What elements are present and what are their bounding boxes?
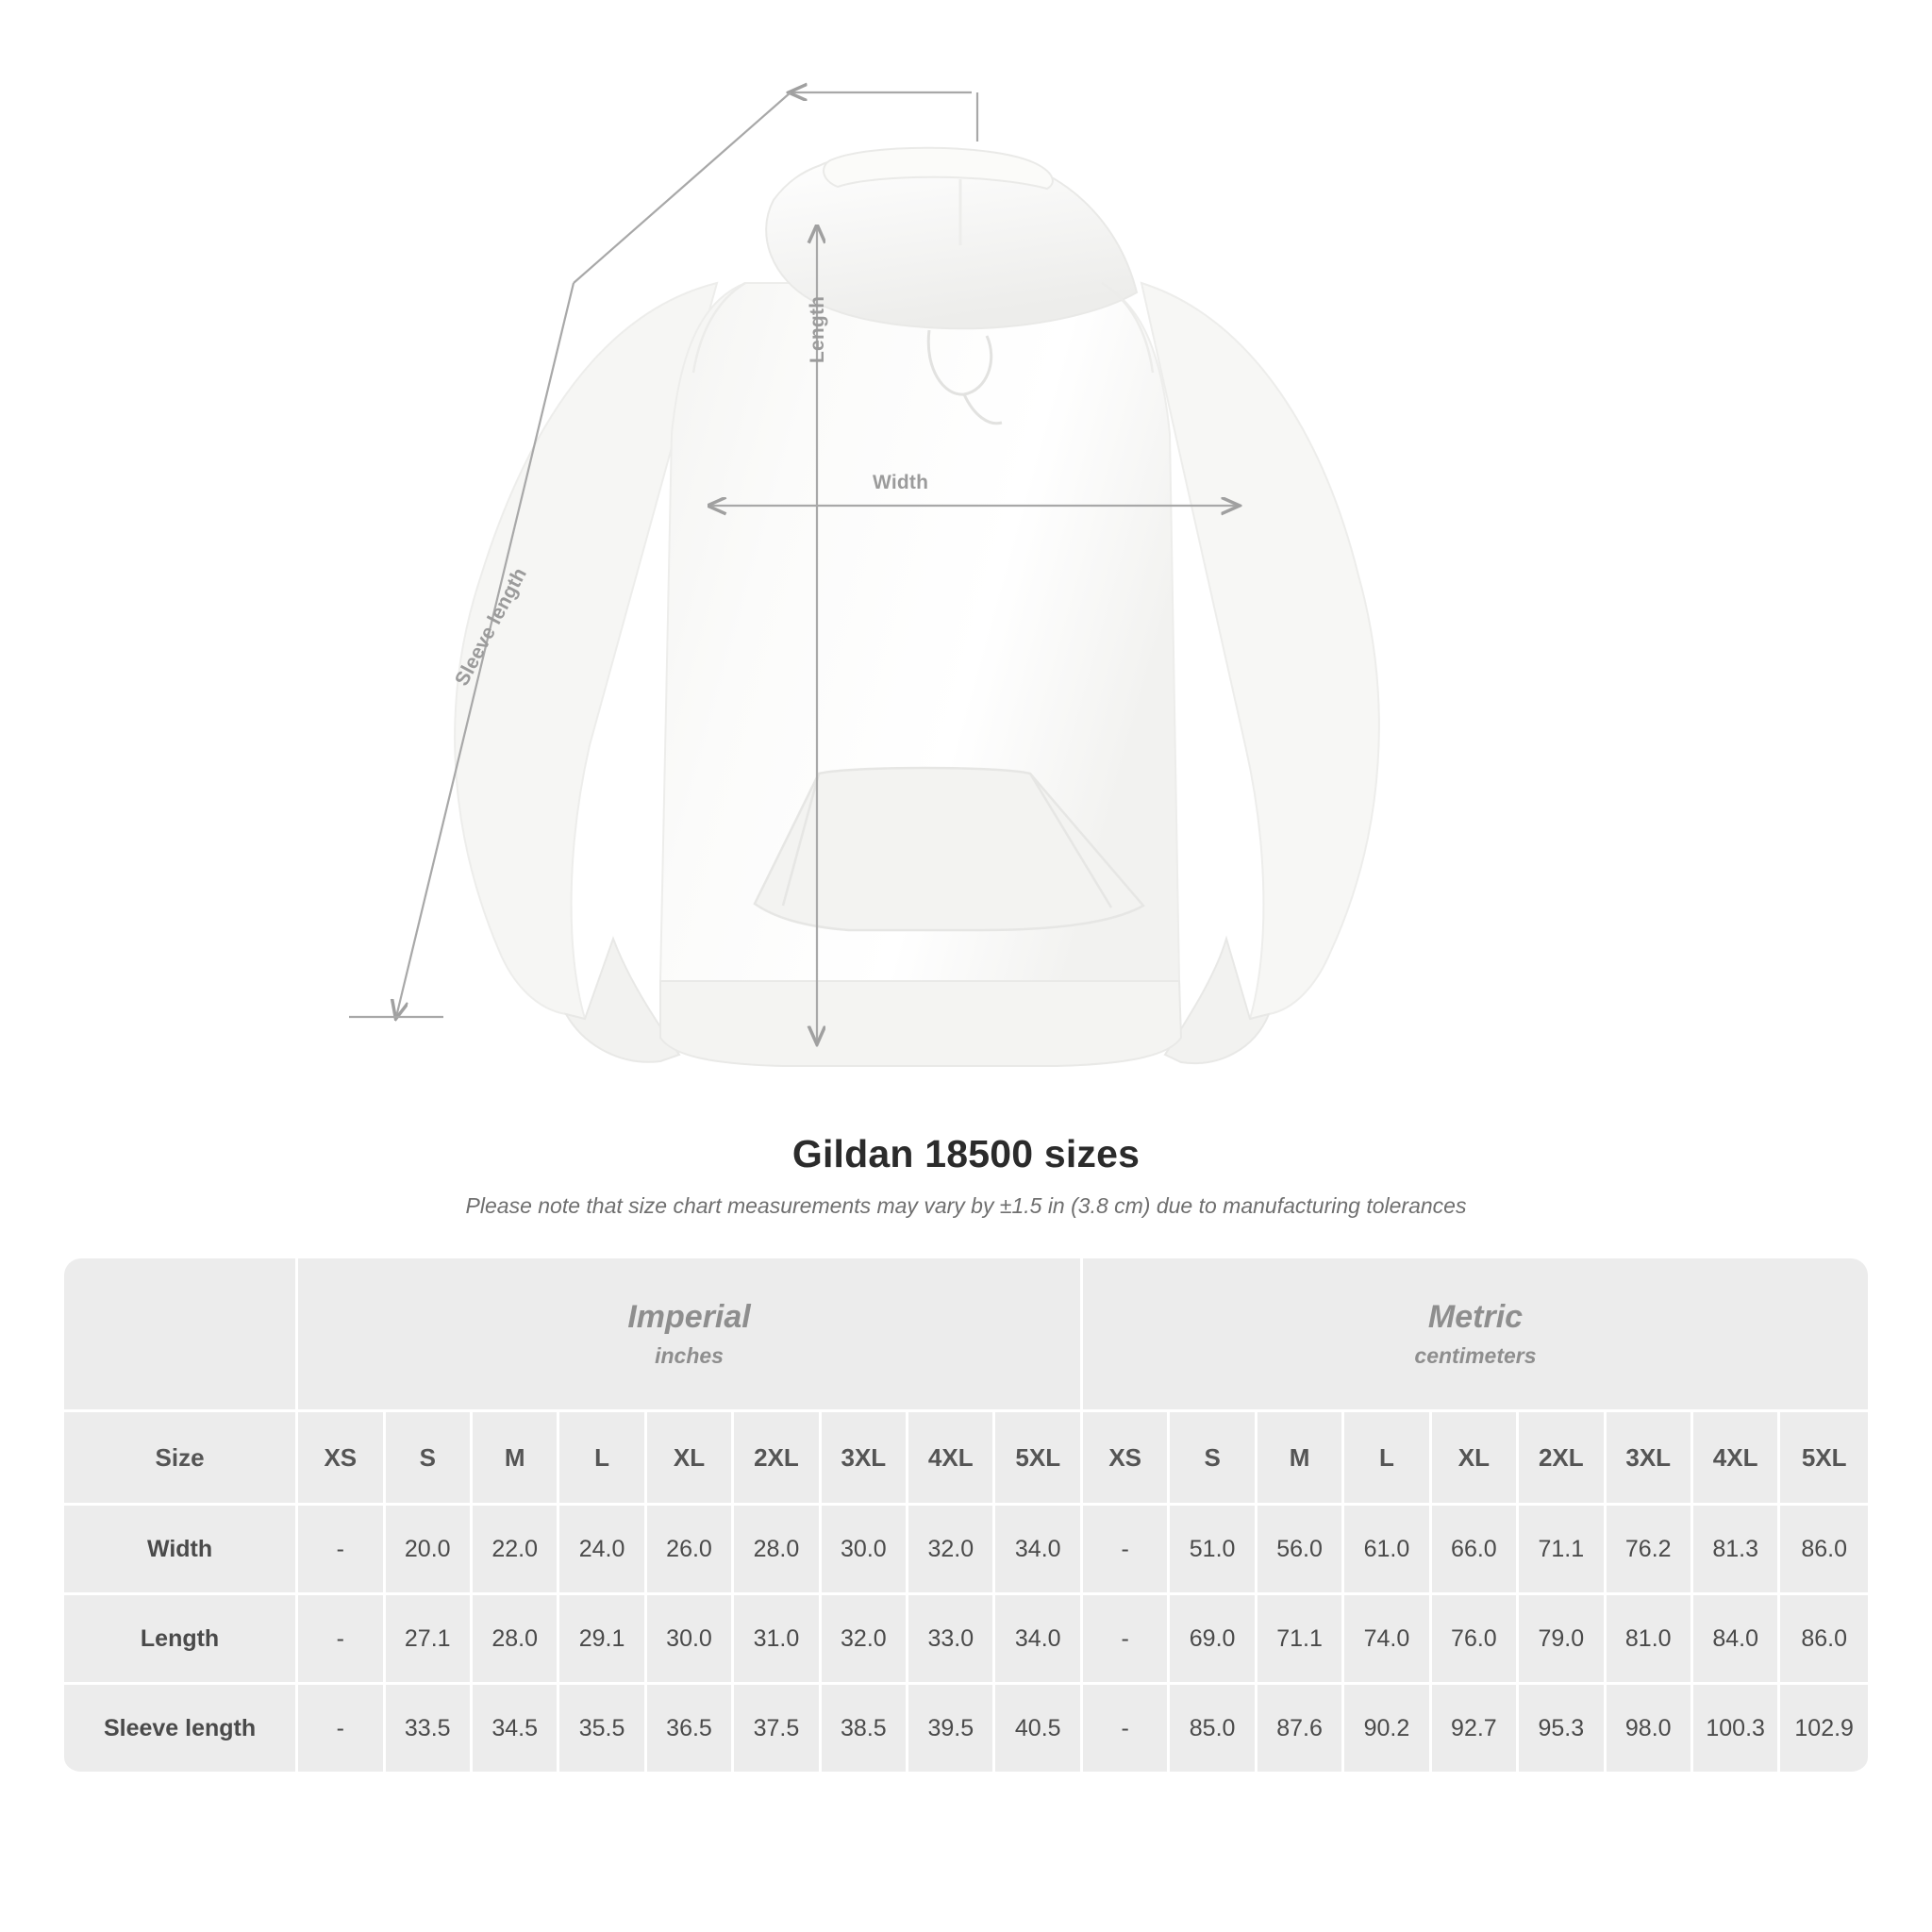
cell-width-imp-2xl: 28.0 [734, 1506, 821, 1595]
cell-sleeve-met-s: 85.0 [1170, 1685, 1257, 1774]
page-title: Gildan 18500 sizes [791, 1132, 1141, 1175]
table-row [64, 1506, 1868, 1595]
cell-width-imp-m: 22.0 [473, 1506, 559, 1595]
cell-length-met-s: 69.0 [1170, 1595, 1257, 1685]
sleeve-length-label: Sleeve length [451, 564, 532, 690]
cell-sleeve-met-3xl: 98.0 [1607, 1685, 1693, 1774]
cell-width-met-5xl: 86.0 [1780, 1506, 1868, 1595]
size-met-s: S [1170, 1412, 1257, 1506]
cell-sleeve-imp-2xl: 37.5 [734, 1685, 821, 1774]
size-met-xs: XS [1083, 1412, 1170, 1506]
cell-width-imp-3xl: 30.0 [822, 1506, 908, 1595]
size-table-wrapper [64, 1258, 1868, 1774]
imperial-unit: inches [655, 1343, 724, 1368]
cell-sleeve-met-xl: 92.7 [1432, 1685, 1519, 1774]
size-met-2xl: 2XL [1519, 1412, 1606, 1506]
cell-length-met-xs: - [1083, 1595, 1170, 1685]
cell-sleeve-met-l: 90.2 [1344, 1685, 1431, 1774]
metric-unit: centimeters [1414, 1343, 1537, 1368]
cell-width-met-3xl: 76.2 [1607, 1506, 1693, 1595]
cell-length-imp-xl: 30.0 [647, 1595, 734, 1685]
cell-width-met-xs: - [1083, 1506, 1170, 1595]
row-label-sleeve-length: Sleeve length [64, 1685, 298, 1774]
cell-length-imp-m: 28.0 [473, 1595, 559, 1685]
cell-width-imp-4xl: 32.0 [908, 1506, 995, 1595]
length-label: Length [807, 295, 828, 363]
cell-sleeve-imp-l: 35.5 [559, 1685, 646, 1774]
cell-width-met-4xl: 81.3 [1693, 1506, 1780, 1595]
cell-width-met-l: 61.0 [1344, 1506, 1431, 1595]
metric-name: Metric [1427, 1299, 1524, 1335]
cell-length-imp-4xl: 33.0 [908, 1595, 995, 1685]
tolerance-note: Please note that size chart measurements may vary by ±1.5 in (3.8 cm) due to manufacturing tolerances [465, 1193, 1467, 1218]
row-label-length: Length [64, 1595, 298, 1685]
cell-sleeve-imp-3xl: 38.5 [822, 1685, 908, 1774]
size-imp-l: L [559, 1412, 646, 1506]
cell-width-met-xl: 66.0 [1432, 1506, 1519, 1595]
cell-length-imp-3xl: 32.0 [822, 1595, 908, 1685]
size-met-4xl: 4XL [1693, 1412, 1780, 1506]
row-label-width: Width [64, 1506, 298, 1595]
cell-sleeve-met-m: 87.6 [1257, 1685, 1344, 1774]
cell-length-met-5xl: 86.0 [1780, 1595, 1868, 1685]
table-row [64, 1595, 1868, 1685]
size-imp-m: M [473, 1412, 559, 1506]
size-imp-5xl: 5XL [995, 1412, 1083, 1506]
cell-length-imp-xs: - [298, 1595, 385, 1685]
cell-length-imp-5xl: 34.0 [995, 1595, 1083, 1685]
metric-header [1083, 1258, 1868, 1412]
title-block [0, 1132, 1932, 1219]
cell-length-met-xl: 76.0 [1432, 1595, 1519, 1685]
cell-length-met-4xl: 84.0 [1693, 1595, 1780, 1685]
size-met-l: L [1344, 1412, 1431, 1506]
size-met-m: M [1257, 1412, 1344, 1506]
size-met-3xl: 3XL [1607, 1412, 1693, 1506]
cell-length-met-2xl: 79.0 [1519, 1595, 1606, 1685]
size-header-row [64, 1412, 1868, 1506]
size-imp-2xl: 2XL [734, 1412, 821, 1506]
cell-sleeve-imp-s: 33.5 [386, 1685, 473, 1774]
cell-sleeve-met-5xl: 102.9 [1780, 1685, 1868, 1774]
size-imp-s: S [386, 1412, 473, 1506]
cell-length-imp-s: 27.1 [386, 1595, 473, 1685]
hoodie-garment [455, 148, 1379, 1066]
unit-row-spacer [64, 1258, 298, 1412]
table-row [64, 1685, 1868, 1774]
cell-length-met-l: 74.0 [1344, 1595, 1431, 1685]
cell-width-imp-xs: - [298, 1506, 385, 1595]
size-imp-4xl: 4XL [908, 1412, 995, 1506]
cell-length-met-m: 71.1 [1257, 1595, 1344, 1685]
cell-width-met-s: 51.0 [1170, 1506, 1257, 1595]
size-header-cell: Size [64, 1412, 298, 1506]
cell-sleeve-imp-4xl: 39.5 [908, 1685, 995, 1774]
cell-sleeve-met-4xl: 100.3 [1693, 1685, 1780, 1774]
cell-width-imp-5xl: 34.0 [995, 1506, 1083, 1595]
imperial-header [298, 1258, 1083, 1412]
cell-length-imp-2xl: 31.0 [734, 1595, 821, 1685]
cell-sleeve-met-xs: - [1083, 1685, 1170, 1774]
cell-sleeve-imp-xs: - [298, 1685, 385, 1774]
size-met-5xl: 5XL [1780, 1412, 1868, 1506]
cell-width-imp-xl: 26.0 [647, 1506, 734, 1595]
size-table [64, 1258, 1868, 1774]
size-imp-xl: XL [647, 1412, 734, 1506]
size-imp-xs: XS [298, 1412, 385, 1506]
cell-width-met-m: 56.0 [1257, 1506, 1344, 1595]
size-met-xl: XL [1432, 1412, 1519, 1506]
size-imp-3xl: 3XL [822, 1412, 908, 1506]
cell-sleeve-imp-5xl: 40.5 [995, 1685, 1083, 1774]
cell-width-imp-l: 24.0 [559, 1506, 646, 1595]
cell-length-met-3xl: 81.0 [1607, 1595, 1693, 1685]
cell-sleeve-imp-xl: 36.5 [647, 1685, 734, 1774]
cell-width-imp-s: 20.0 [386, 1506, 473, 1595]
cell-length-imp-l: 29.1 [559, 1595, 646, 1685]
imperial-name: Imperial [627, 1299, 751, 1335]
cell-sleeve-met-2xl: 95.3 [1519, 1685, 1606, 1774]
cell-sleeve-imp-m: 34.5 [473, 1685, 559, 1774]
cell-width-met-2xl: 71.1 [1519, 1506, 1606, 1595]
width-label: Width [873, 472, 929, 493]
unit-system-row [64, 1258, 1868, 1412]
